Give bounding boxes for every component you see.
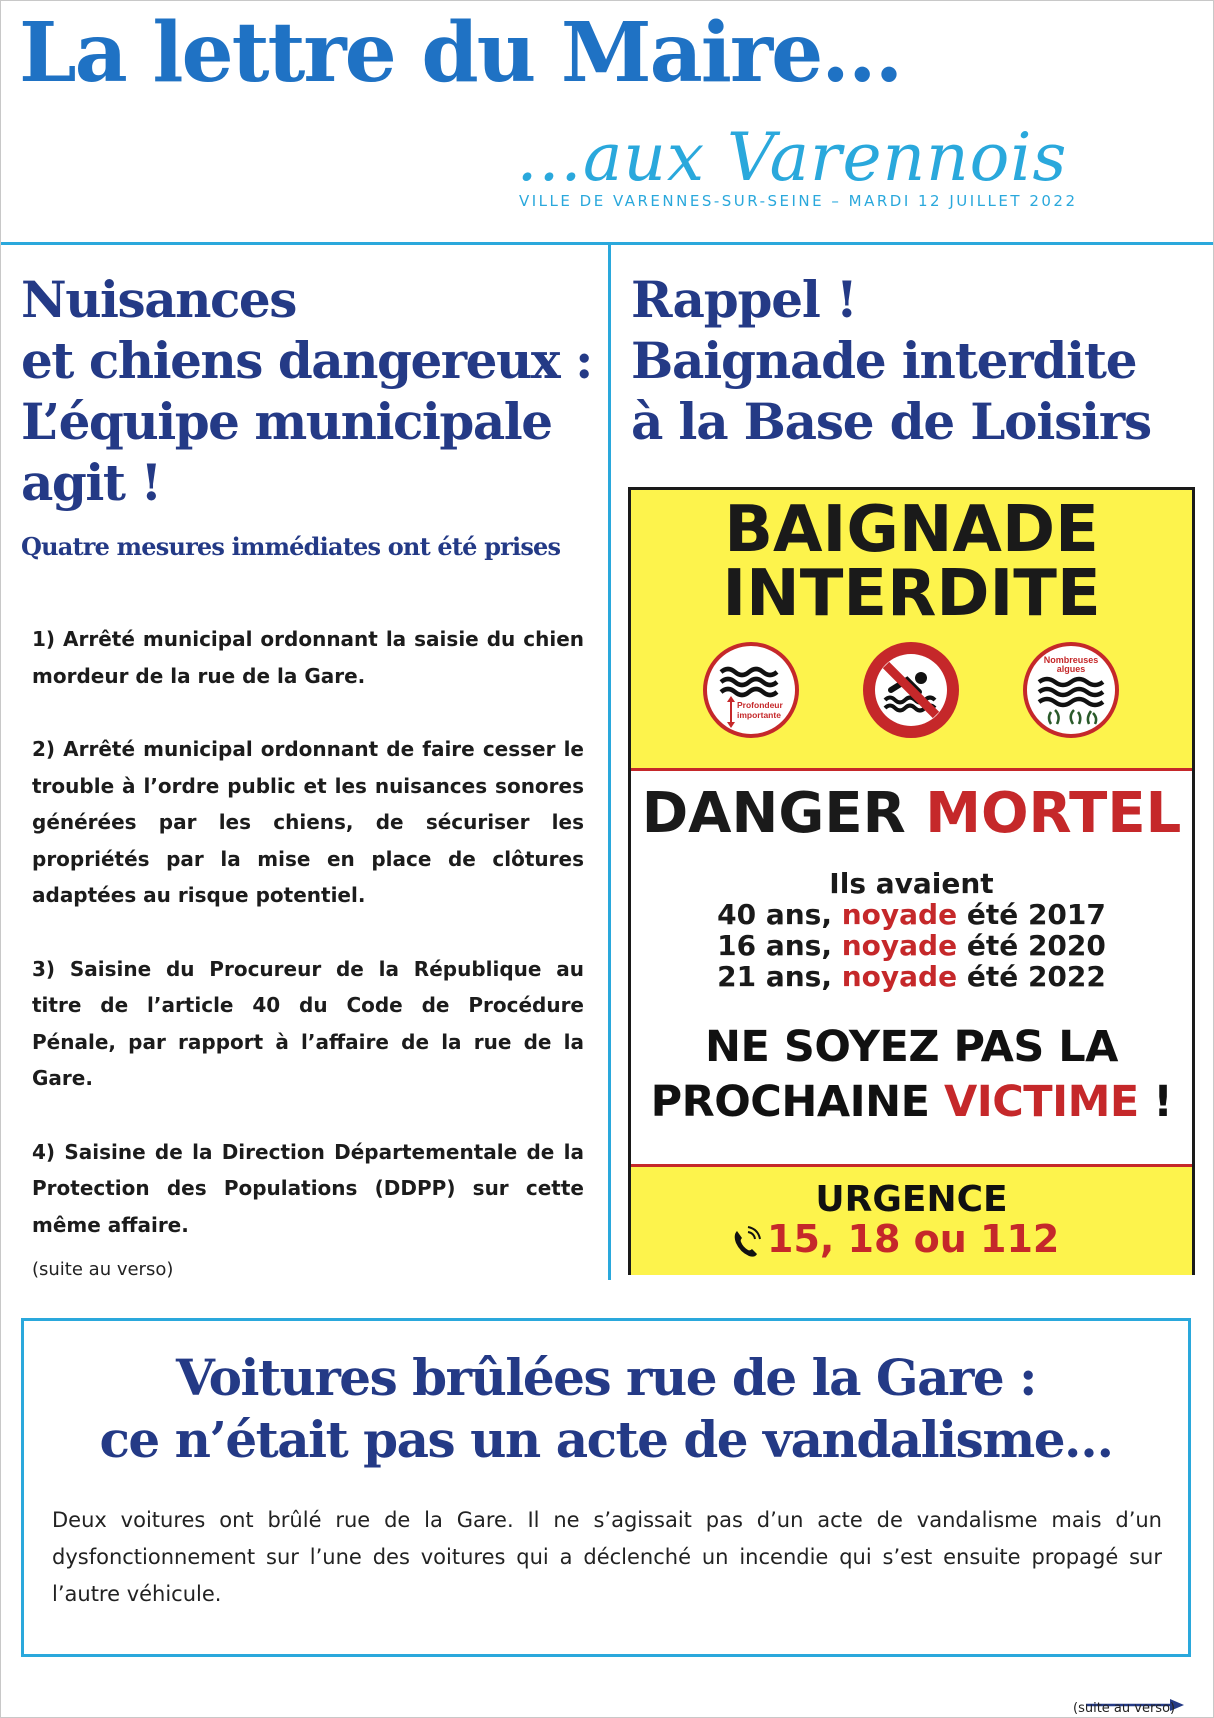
picto-algae-label: Nombreuses: [1043, 655, 1099, 665]
measure-item: 3) Saisine du Procureur de la République au titre de l’article 40 du Code de Procédure Pénale, par rapport à l’affaire de la rue de la Gare.: [32, 956, 584, 1090]
sign-bottom-panel: [631, 1164, 1192, 1275]
picto-depth-label: importante: [737, 710, 781, 720]
title-line: ce n’était pas un acte de vandalisme…: [99, 1410, 1113, 1469]
bottom-article-text: Deux voitures ont brûlé rue de la Gare. Il ne s’agissait pas d’un acte de vandalisme mais d’un dysfonctionnement sur l’une des voitures qui a déclenché un incendie qui s’est ensuite propagé sur l’autre véhicule.: [52, 1508, 1162, 1606]
masthead-dateline: VILLE DE VARENNES-SUR-SEINE – MARDI 12 JUILLET 2022: [519, 192, 1078, 210]
measure-item: 2) Arrêté municipal ordonnant de faire cesser le trouble à l’ordre public et les nuisances sonores générées par les chiens, de sécuriser les propriétés par la mise en place de clôtures adaptées au risque potentiel.: [32, 737, 584, 907]
picto-algae-label: algues: [1056, 664, 1086, 674]
danger-headline: [631, 781, 1192, 846]
bottom-article: [21, 1318, 1191, 1657]
algae-icon: [1023, 642, 1119, 738]
sign-title: [631, 490, 1192, 631]
left-article-subheading: Quatre mesures immédiates ont été prises: [21, 532, 561, 561]
victim-word: noyade: [841, 929, 958, 962]
bottom-continued-note: (suite au verso): [1073, 1701, 1176, 1716]
victims-intro: Ils avaient: [829, 867, 994, 900]
victim-word: noyade: [841, 898, 958, 931]
right-article-heading: [631, 269, 1211, 452]
heading-line: et chiens dangereux :: [21, 331, 592, 390]
victim-line: [631, 961, 1192, 992]
sign-title-line: INTERDITE: [722, 557, 1101, 631]
urgence-label: URGENCE: [815, 1179, 1008, 1220]
warning-exclaim: !: [1153, 1077, 1173, 1127]
victim-word: noyade: [841, 960, 958, 993]
sign-middle-panel: [631, 771, 1192, 1164]
danger-word: DANGER: [641, 781, 906, 846]
warning-line: [631, 1075, 1192, 1130]
picto-depth-label: Profondeur: [737, 700, 783, 710]
heading-line: agit !: [21, 453, 161, 512]
header-divider: [1, 242, 1213, 245]
bottom-article-title: [24, 1347, 1188, 1471]
waves-icon: [703, 642, 799, 738]
masthead-subtitle: …aux Varennois: [516, 119, 1068, 196]
heading-line: à la Base de Loisirs: [631, 392, 1151, 451]
sign-title-line: BAIGNADE: [724, 493, 1099, 567]
victim-age: 40 ans,: [717, 898, 832, 931]
warning-line: NE SOYEZ PAS LA: [705, 1022, 1118, 1072]
victim-line: [631, 930, 1192, 961]
heading-line: Nuisances: [21, 270, 296, 329]
victim-age: 21 ans,: [717, 960, 832, 993]
emergency-numbers: [729, 1217, 1059, 1261]
heading-line: Baignade interdite: [631, 331, 1137, 390]
measure-item: 1) Arrêté municipal ordonnant la saisie du chien mordeur de la rue de la Gare.: [32, 627, 584, 688]
victims-block: [631, 868, 1192, 992]
warning-word: PROCHAINE: [650, 1077, 930, 1127]
no-swimming-icon: [863, 642, 959, 738]
victim-age: 16 ans,: [717, 929, 832, 962]
warning-message: [631, 1020, 1192, 1130]
victim-when: été 2017: [966, 898, 1106, 931]
heading-line: L’équipe municipale: [21, 392, 552, 451]
emergency-numbers-text: 15, 18 ou 112: [767, 1217, 1060, 1261]
sign-top-panel: [631, 490, 1192, 771]
victim-when: été 2022: [966, 960, 1106, 993]
victim-when: été 2020: [966, 929, 1106, 962]
measures-list: [32, 621, 584, 1280]
mortel-word: MORTEL: [925, 781, 1182, 846]
warning-victime: VICTIME: [943, 1077, 1139, 1127]
no-swimming-sign: [628, 487, 1195, 1275]
masthead-title: La lettre du Maire…: [19, 5, 902, 101]
measure-item: 4) Saisine de la Direction Départementale de la Protection des Populations (DDPP) sur cette même affaire.: [32, 1139, 584, 1237]
left-article-heading: [21, 269, 601, 513]
left-continued-note: (suite au verso): [32, 1259, 174, 1280]
victim-line: [631, 899, 1192, 930]
heading-line: Rappel !: [631, 270, 857, 329]
column-divider: [608, 245, 611, 1280]
title-line: Voitures brûlées rue de la Gare :: [175, 1348, 1037, 1407]
